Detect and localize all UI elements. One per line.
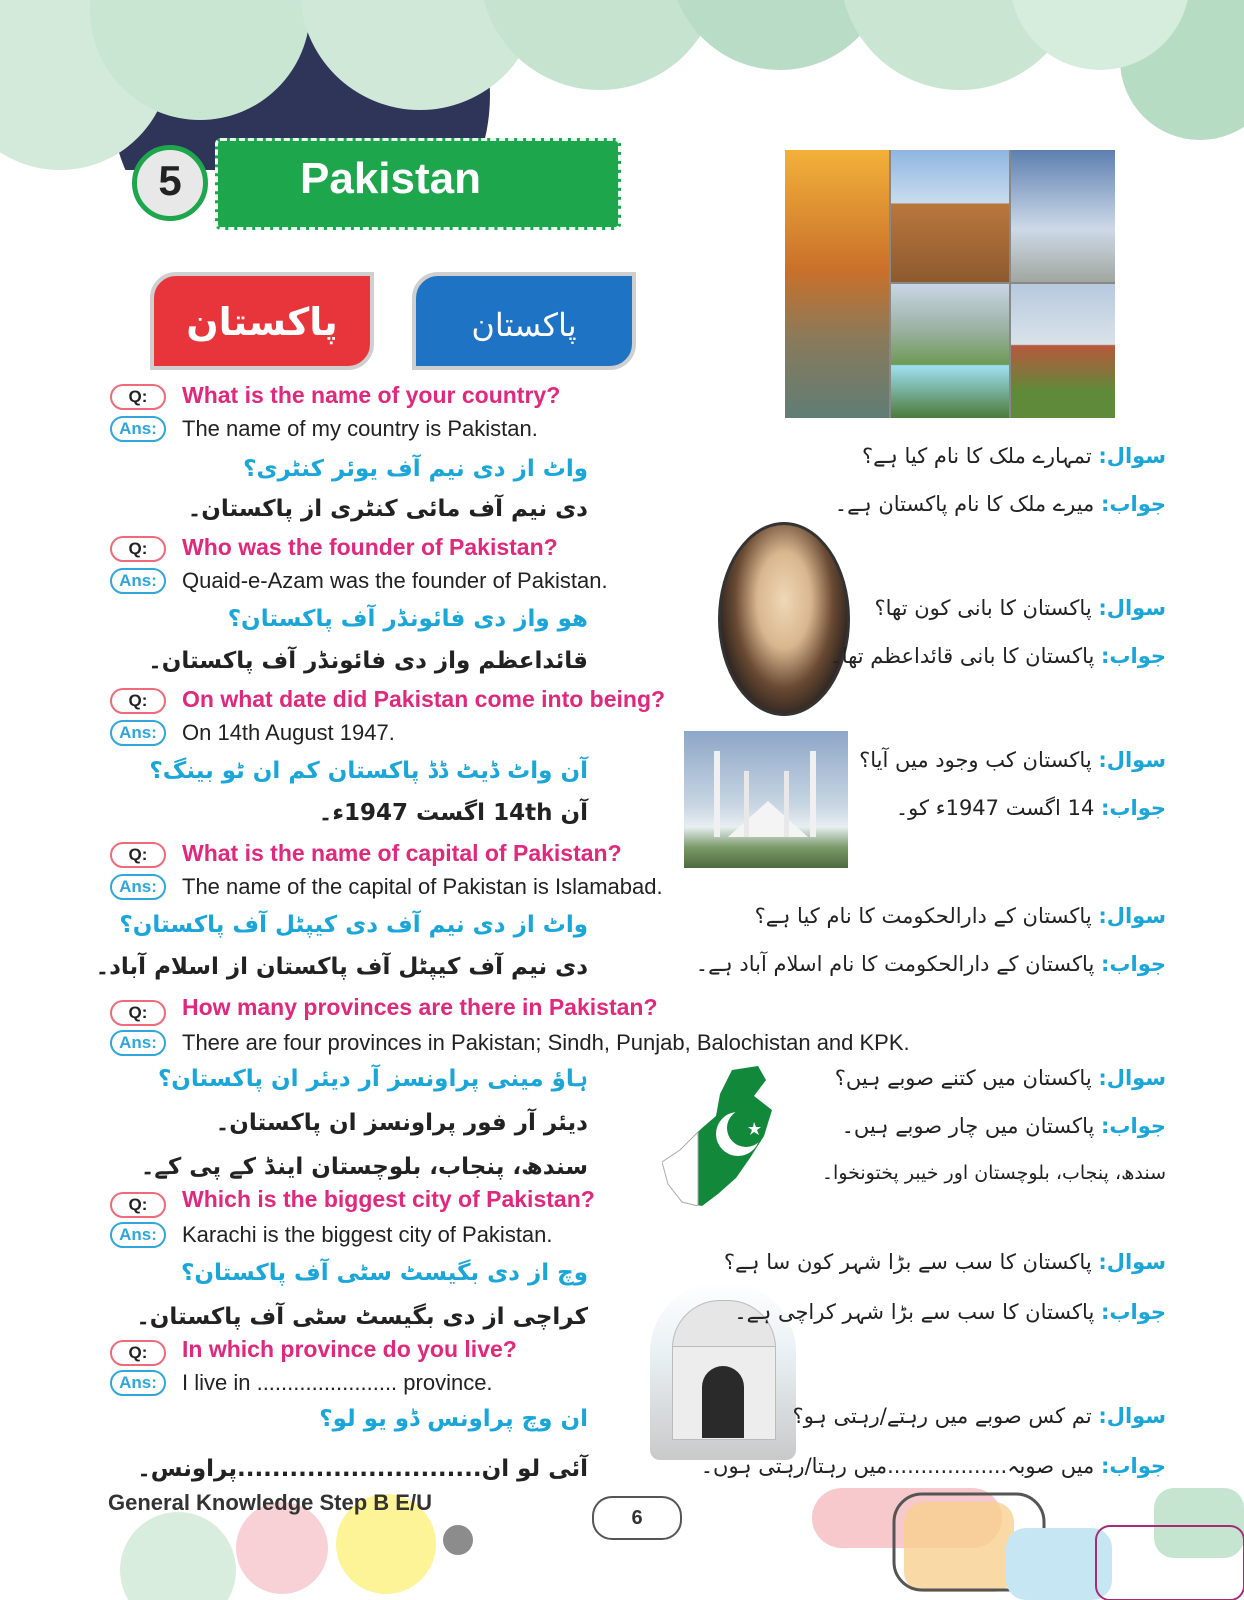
answer-2-urdu <box>829 644 1166 668</box>
sunset-photo <box>785 150 889 418</box>
sawal-label: سوال: <box>1098 1250 1166 1274</box>
chapter-number: 5 <box>158 157 182 204</box>
minaret <box>784 771 789 837</box>
question-4-urdu-text: پاکستان کے دارالحکومت کا نام کیا ہے؟ <box>754 904 1092 928</box>
jawab-label: جواب: <box>1101 952 1166 976</box>
sawal-label: سوال: <box>1098 904 1166 928</box>
jawab-label: جواب: <box>1101 1300 1166 1324</box>
answer-1-urdu-text: میرے ملک کا نام پاکستان ہے۔ <box>834 492 1095 516</box>
answer-1-english: The name of my country is Pakistan. <box>182 416 538 441</box>
question-marker: Q: <box>110 842 166 868</box>
answer-2-roman-urdu: قائداعظم واز دی فائونڈر آف پاکستان۔ <box>148 648 588 674</box>
question-2-urdu-text: پاکستان کا بانی کون تھا؟ <box>874 596 1092 620</box>
sawal-label: سوال: <box>1098 596 1166 620</box>
founder-portrait <box>718 522 850 716</box>
minar-photo <box>1011 150 1115 282</box>
sawal-label: سوال: <box>1098 444 1166 468</box>
question-marker: Q: <box>110 1192 166 1218</box>
question-3-roman-urdu: آن واٹ ڈیٹ ڈڈ پاکستان کم ان ٹو بینگ؟ <box>149 758 588 784</box>
urdu-title-nastaliq: پاکستان <box>471 306 577 344</box>
answer-marker: Ans: <box>110 1030 166 1056</box>
answer-marker: Ans: <box>110 1370 166 1396</box>
question-marker: Q: <box>110 688 166 714</box>
answer-4-urdu-text: پاکستان کے دارالحکومت کا نام اسلام آباد ہے۔ <box>695 952 1095 976</box>
badshahi-gate-photo <box>891 150 1009 282</box>
mosque-photo <box>1011 284 1115 418</box>
answer-5-roman-urdu-provinces: سندھ، پنجاب، بلوچستان اینڈ کے پی کے۔ <box>140 1154 588 1180</box>
question-7-urdu-text: تم کس صوبے میں رہتے/رہتی ہو؟ <box>792 1404 1092 1428</box>
question-1-urdu-text: تمہارے ملک کا نام کیا ہے؟ <box>862 444 1092 468</box>
minaret <box>744 771 749 837</box>
jawab-label: جواب: <box>1101 796 1166 820</box>
question-7-urdu <box>793 1404 1166 1428</box>
question-6-english: Which is the biggest city of Pakistan? <box>182 1186 595 1212</box>
mazar-arch <box>702 1366 744 1438</box>
chapter-title: Pakistan <box>300 154 481 203</box>
question-1-urdu <box>862 444 1166 468</box>
sawal-label: سوال: <box>1098 748 1166 772</box>
garden-photo <box>891 284 1009 418</box>
answer-2-urdu-text: پاکستان کا بانی قائداعظم تھا۔ <box>829 644 1095 668</box>
top-cloud-decoration <box>0 0 1244 170</box>
question-6-roman-urdu: وچ از دی بگیسٹ سٹی آف پاکستان؟ <box>180 1260 588 1286</box>
answer-6-urdu <box>734 1300 1166 1324</box>
question-6-urdu-text: پاکستان کا سب سے بڑا شہر کون سا ہے؟ <box>723 1250 1092 1274</box>
question-1-roman-urdu: واٹ از دی نیم آف یوئر کنٹری؟ <box>243 456 588 482</box>
question-2-urdu <box>875 596 1167 620</box>
question-marker: Q: <box>110 1340 166 1366</box>
page-number: 6 <box>631 1507 643 1529</box>
question-3-urdu-text: پاکستان کب وجود میں آیا؟ <box>859 748 1092 772</box>
answer-5-urdu-provinces: سندھ، پنجاب، بلوچستان اور خیبر پختونخوا۔ <box>821 1162 1166 1184</box>
question-7-english: In which province do you live? <box>182 1336 517 1362</box>
answer-6-urdu-text: پاکستان کا سب سے بڑا شہر کراچی ہے۔ <box>734 1300 1095 1324</box>
answer-7-urdu-text: میں صوبہ..................میں رہتا/رہتی ہوں۔ <box>700 1454 1095 1478</box>
answer-5-roman-urdu: دیئر آر فور پراونسز ان پاکستان۔ <box>215 1110 588 1136</box>
answer-marker: Ans: <box>110 1222 166 1248</box>
answer-4-english: The name of the capital of Pakistan is Islamabad. <box>182 874 663 899</box>
answer-6-english: Karachi is the biggest city of Pakistan. <box>182 1222 553 1247</box>
faisal-mosque-photo <box>684 731 848 868</box>
minaret <box>714 751 720 837</box>
jawab-label: جواب: <box>1101 1114 1166 1138</box>
jawab-label: جواب: <box>1101 492 1166 516</box>
answer-5-english: There are four provinces in Pakistan; Sindh, Punjab, Balochistan and KPK. <box>182 1030 910 1055</box>
faisal-mosque-roof <box>728 801 808 837</box>
answer-5-urdu-text: پاکستان میں چار صوبے ہیں۔ <box>841 1114 1095 1138</box>
answer-6-roman-urdu: کراچی از دی بگیسٹ سٹی آف پاکستان۔ <box>136 1304 588 1330</box>
question-5-english: How many provinces are there in Pakistan? <box>182 994 658 1020</box>
answer-1-roman-urdu: دی نیم آف مائی کنٹری از پاکستان۔ <box>187 496 588 522</box>
answer-3-urdu <box>896 796 1166 820</box>
answer-1-urdu <box>835 492 1166 516</box>
question-marker: Q: <box>110 536 166 562</box>
question-5-roman-urdu: ہاؤ مینی پراونسز آر دیئر ان پاکستان؟ <box>157 1066 588 1092</box>
answer-marker: Ans: <box>110 416 166 442</box>
answer-3-urdu-text: 14 اگست 1947ء کو۔ <box>895 796 1095 820</box>
question-2-english: Who was the founder of Pakistan? <box>182 534 558 560</box>
answer-7-urdu <box>701 1454 1166 1478</box>
landmarks-collage <box>785 150 1115 418</box>
jawab-label: جواب: <box>1101 1454 1166 1478</box>
answer-4-roman-urdu: دی نیم آف کیپٹل آف پاکستان از اسلام آباد۔ <box>95 954 588 980</box>
answer-7-english: I live in ....................... province. <box>182 1370 493 1395</box>
question-5-urdu <box>835 1066 1166 1090</box>
question-3-english: On what date did Pakistan come into being? <box>182 686 666 712</box>
answer-marker: Ans: <box>110 568 166 594</box>
book-title-footer: General Knowledge Step B E/U <box>108 1490 432 1515</box>
question-marker: Q: <box>110 1000 166 1026</box>
answer-3-roman-urdu: آن 14th اگست 1947ء۔ <box>318 800 588 826</box>
question-1-english: What is the name of your country? <box>182 382 561 408</box>
answer-2-english: Quaid-e-Azam was the founder of Pakistan. <box>182 568 608 593</box>
question-3-urdu <box>859 748 1166 772</box>
sawal-label: سوال: <box>1098 1066 1166 1090</box>
answer-marker: Ans: <box>110 720 166 746</box>
urdu-title-naskh: پاکستان <box>186 300 338 344</box>
question-5-urdu-text: پاکستان میں کتنے صوبے ہیں؟ <box>834 1066 1092 1090</box>
answer-7-roman-urdu: آئی لو ان............................پراونس۔ <box>137 1456 588 1482</box>
jawab-label: جواب: <box>1101 644 1166 668</box>
question-6-urdu <box>724 1250 1166 1274</box>
answer-3-english: On 14th August 1947. <box>182 720 395 745</box>
question-7-roman-urdu: ان وچ پراونس ڈو یو لو؟ <box>319 1406 588 1432</box>
question-4-english: What is the name of capital of Pakistan? <box>182 840 622 866</box>
answer-5-urdu <box>842 1114 1166 1138</box>
answer-4-urdu <box>696 952 1166 976</box>
answer-marker: Ans: <box>110 874 166 900</box>
question-4-roman-urdu: واٹ از دی نیم آف دی کیپٹل آف پاکستان؟ <box>119 912 588 938</box>
sawal-label: سوال: <box>1098 1404 1166 1428</box>
pakistan-flag-map <box>662 1066 788 1206</box>
question-4-urdu <box>755 904 1166 928</box>
minaret <box>810 751 816 837</box>
question-2-roman-urdu: هو واز دی فائونڈر آف پاکستان؟ <box>227 606 588 632</box>
question-marker: Q: <box>110 384 166 410</box>
